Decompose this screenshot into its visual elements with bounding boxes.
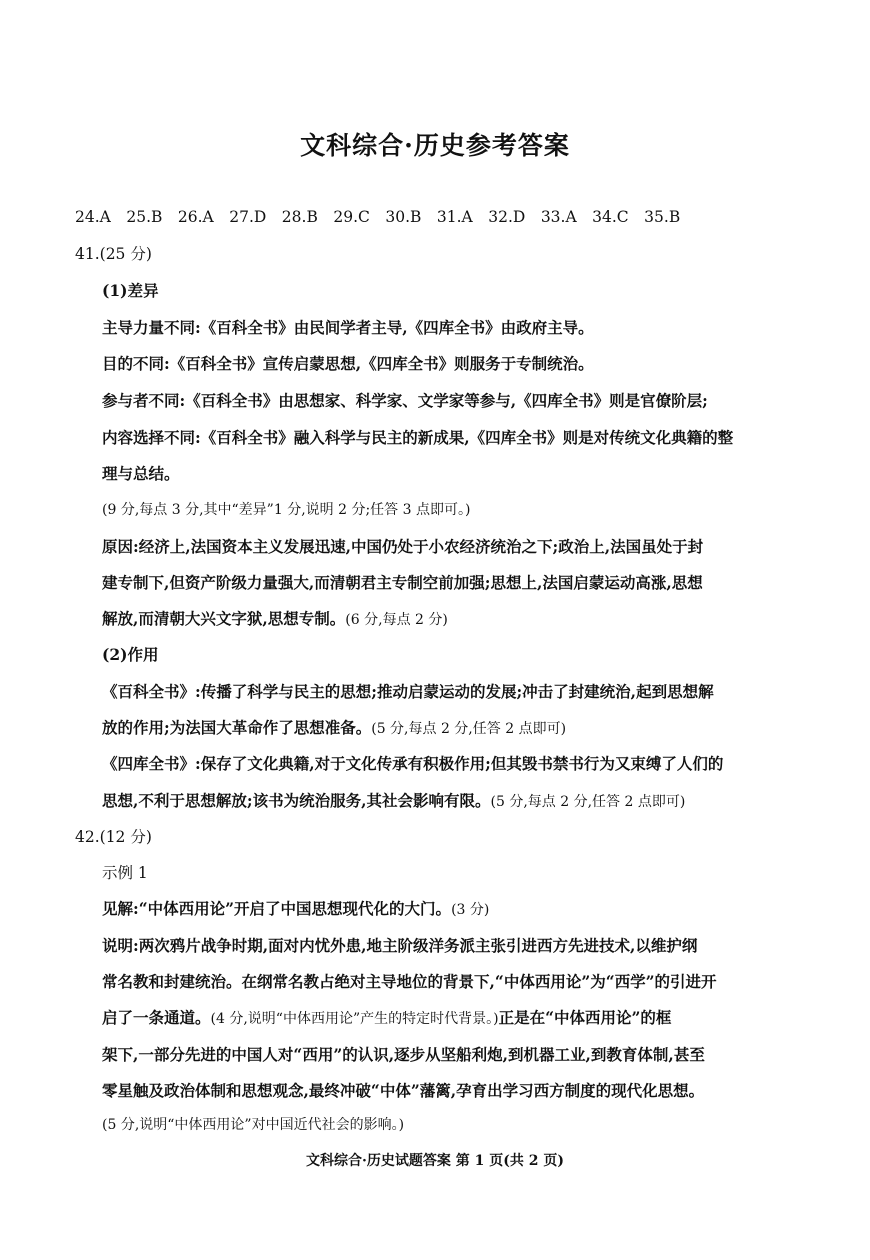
- q42-exp-a: 说明:两次鸦片战争时期,面对内忧外患,地主阶级洋务派主张引进西方先进技术,以维护纲: [102, 936, 698, 955]
- q41-effect2-b-line: [102, 790, 685, 813]
- q42-example: 示例 1: [102, 864, 148, 882]
- q42-exp-c1: 启了一条通道。: [102, 1008, 211, 1027]
- q41-reason-b: 建专制下,但资产阶级力量强大,而清朝君主专制空前加强;思想上,法国启蒙运动高涨,思想: [102, 573, 703, 592]
- q42-exp-e: 零星触及政治体制和思想观念,最终冲破“中体”藩篱,孕育出学习西方制度的现代化思想。: [102, 1081, 705, 1100]
- q42-exp-b: 常名教和封建统治。在纲常名教占绝对主导地位的背景下,“中体西用论”为“西学”的引进开: [102, 972, 717, 991]
- q41-effect1-b: 放的作用;为法国大革命作了思想准备。: [102, 718, 372, 737]
- q41-reason-a: 原因:经济上,法国资本主义发展迅速,中国仍处于小农经济统治之下;政治上,法国虽处于封: [102, 537, 704, 556]
- q41-effect1-note: (5 分,每点 2 分,任答 2 点即可): [371, 721, 567, 737]
- q42-view-note: (3 分): [451, 902, 490, 918]
- q41-reason-c: 解放,而清朝大兴文字狱,思想专制。: [102, 609, 346, 628]
- q41-diff-4a: 内容选择不同:《百科全书》融入科学与民主的新成果,《四库全书》则是对传统文化典籍的整: [102, 428, 734, 447]
- q41-part1-label: (1)差异: [102, 281, 159, 300]
- q41-part2-label: (2)作用: [102, 645, 159, 664]
- q42-exp-c2: 正是在“中体西用论”的框: [498, 1008, 672, 1027]
- q41-diff-2: 目的不同:《百科全书》宣传启蒙思想,《四库全书》则服务于专制统治。: [102, 354, 594, 373]
- q41-effect1-a: 《百科全书》:传播了科学与民主的思想;推动启蒙运动的发展;冲击了封建统治,起到思想解: [102, 682, 714, 701]
- q41-effect2-b: 思想,不利于思想解放;该书为统治服务,其社会影响有限。: [102, 791, 491, 810]
- page-footer: 文科综合·历史试题答案 第 1 页(共 2 页): [306, 1153, 564, 1169]
- q42-view: 见解:“中体西用论”开启了中国思想现代化的大门。: [102, 899, 452, 918]
- q42-exp-c-line: [102, 1007, 671, 1030]
- q41-effect2-a: 《四库全书》:保存了文化典籍,对于文化传承有积极作用;但其毁书禁书行为又束缚了人们的: [102, 754, 724, 773]
- choice-answers: 24.A 25.B 26.A 27.D 28.B 29.C 30.B 31.A 32.D 33.A 34.C 35.B: [75, 208, 681, 226]
- q41-effect2-note: (5 分,每点 2 分,任答 2 点即可): [490, 794, 686, 810]
- q42-header: 42.(12 分): [75, 828, 152, 846]
- q41-reason-note: (6 分,每点 2 分): [345, 612, 448, 628]
- q42-exp-note: (5 分,说明“中体西用论”对中国近代社会的影响。): [102, 1117, 405, 1133]
- q41-header: 41.(25 分): [75, 245, 152, 263]
- q42-exp-c-note: (4 分,说明“中体西用论”产生的特定时代背景。): [210, 1011, 499, 1027]
- page-title: 文科综合·历史参考答案: [300, 131, 570, 160]
- q41-reason-c-line: [102, 608, 448, 631]
- q41-effect1-b-line: [102, 717, 566, 740]
- q42-exp-d: 架下,一部分先进的中国人对“西用”的认识,逐步从坚船利炮,到机器工业,到教育体制,甚至: [102, 1045, 705, 1064]
- q41-diff-4b: 理与总结。: [102, 464, 180, 483]
- q41-score-note-1: (9 分,每点 3 分,其中“差异”1 分,说明 2 分;任答 3 点即可。): [102, 502, 471, 518]
- q41-diff-3: 参与者不同:《百科全书》由思想家、科学家、文学家等参与,《四库全书》则是官僚阶层;: [102, 391, 708, 410]
- q42-view-line: [102, 898, 489, 921]
- q41-diff-1: 主导力量不同:《百科全书》由民间学者主导,《四库全书》由政府主导。: [102, 318, 594, 337]
